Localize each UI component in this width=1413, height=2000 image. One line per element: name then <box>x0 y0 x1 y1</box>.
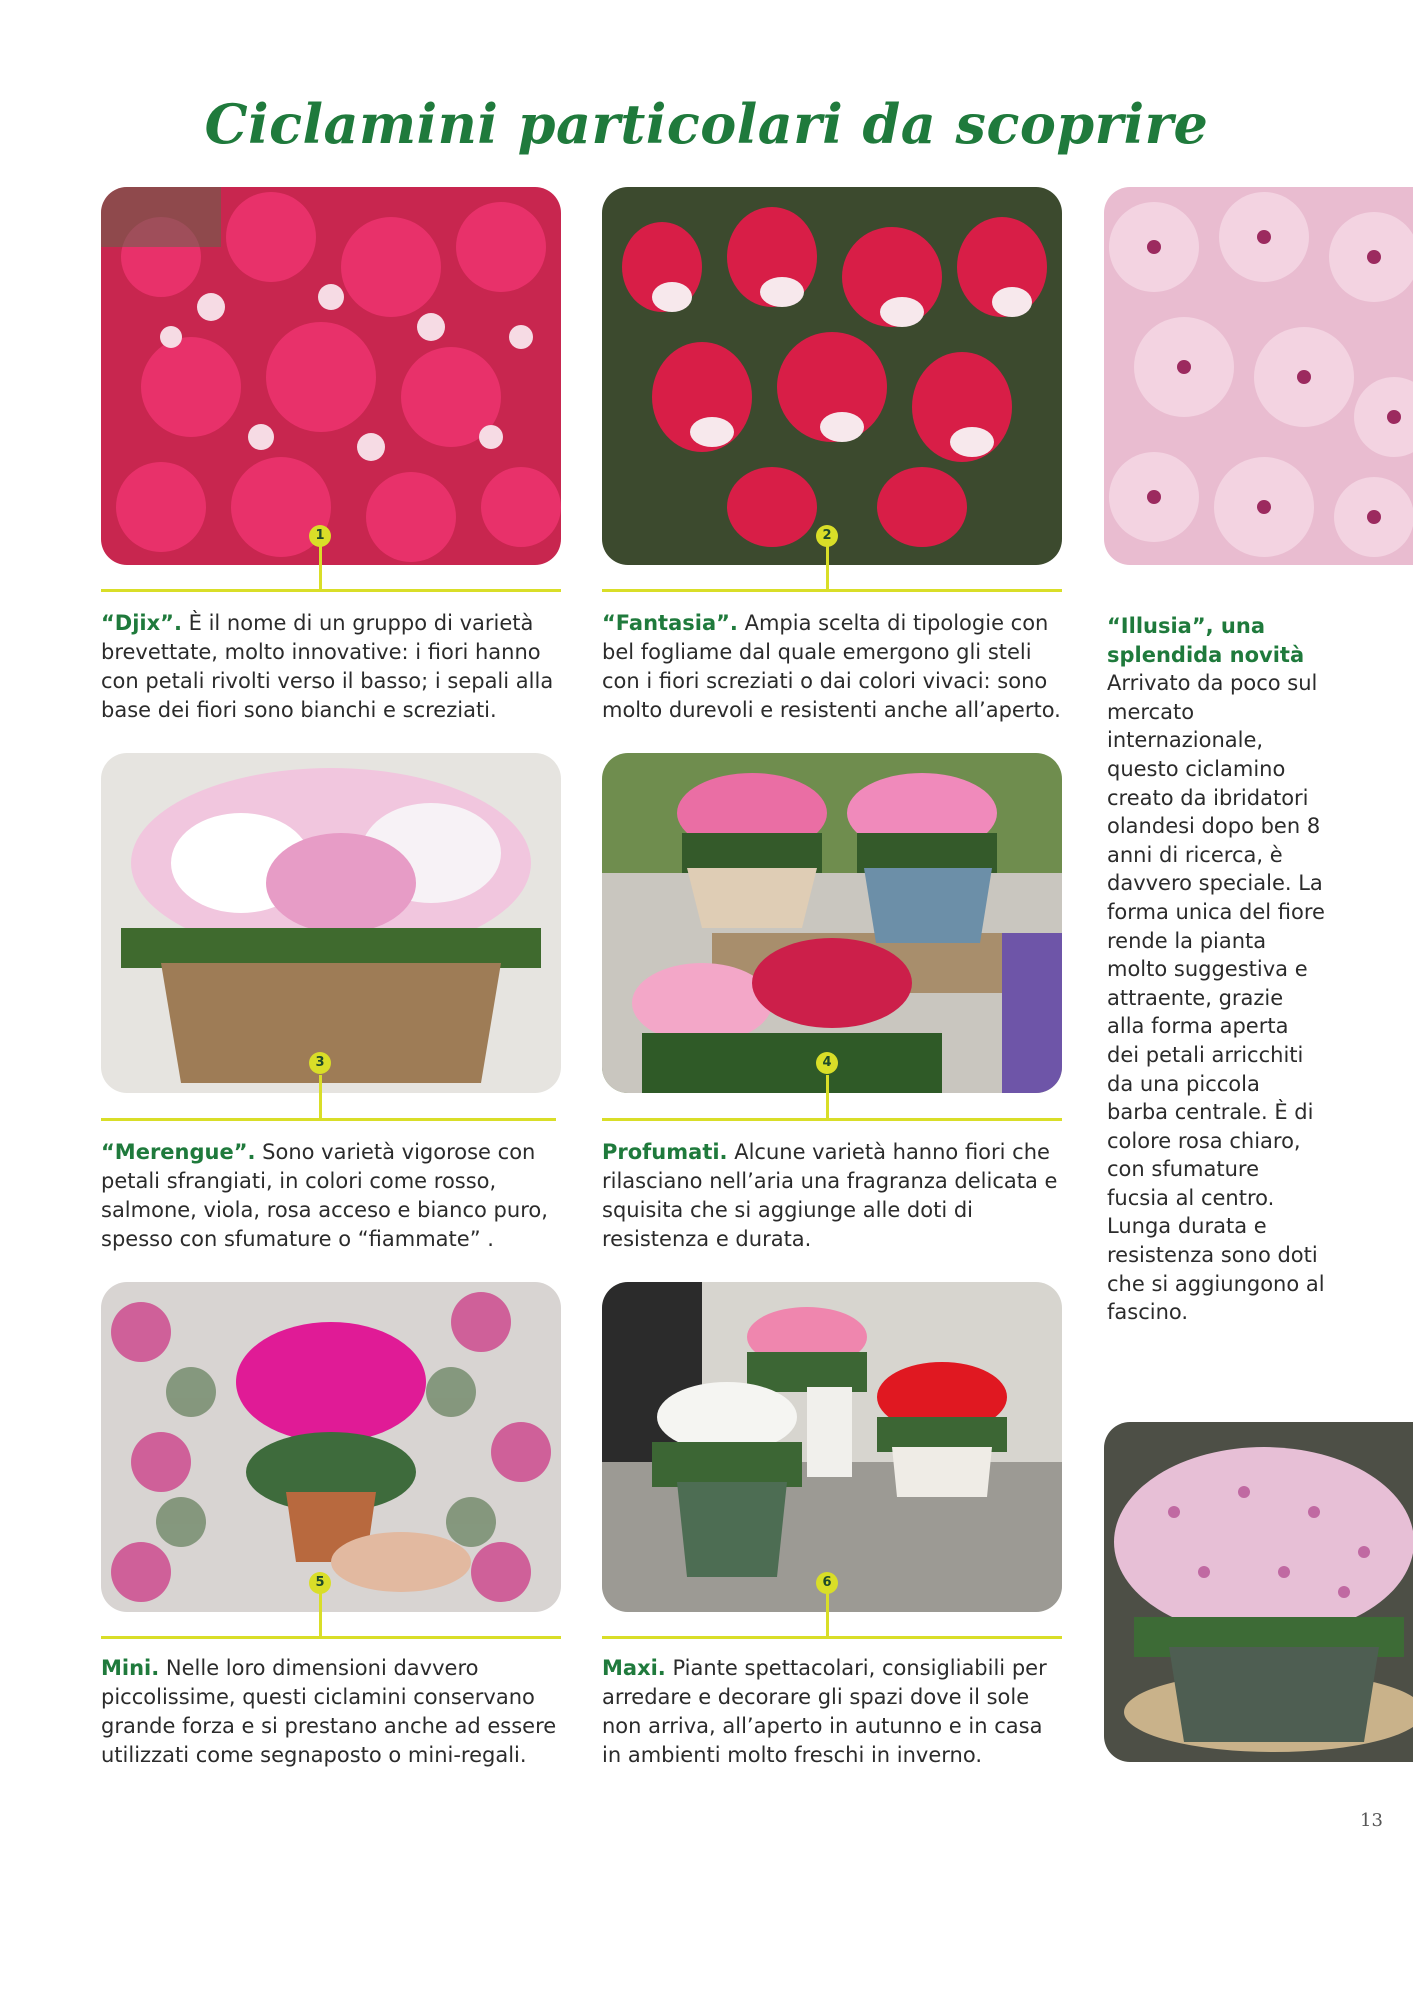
caption-mini <box>101 1654 561 1770</box>
photo-profumati <box>602 753 1062 1093</box>
photo-djix <box>101 187 561 565</box>
caption-merengue <box>101 1138 561 1254</box>
page-title: Ciclamini particolari da scoprire <box>204 92 1209 156</box>
leader-line-1 <box>319 540 322 590</box>
caption-fantasia <box>602 609 1062 725</box>
photo-fantasia <box>602 187 1062 565</box>
caption-lead: “Merengue”. <box>101 1140 256 1164</box>
badge-2: 2 <box>816 525 838 547</box>
divider-5 <box>101 1636 561 1639</box>
caption-lead: “Fantasia”. <box>602 611 738 635</box>
badge-5: 5 <box>309 1572 331 1594</box>
divider-1 <box>101 589 561 592</box>
badge-4: 4 <box>816 1052 838 1074</box>
caption-profumati <box>602 1138 1062 1254</box>
photo-illusia-closeup <box>1104 187 1413 565</box>
caption-text: Alcune varietà hanno fiori che rilasciano nell’aria una fragranza delicata e squisita che si aggiunge alle doti di resistenza e durata. <box>602 1140 1058 1251</box>
photo-merengue <box>101 753 561 1093</box>
photo-illusia-pot <box>1104 1422 1413 1762</box>
caption-lead: Mini. <box>101 1656 160 1680</box>
caption-text: Nelle loro dimensioni davvero piccolissime, questi ciclamini conservano grande forza e si prestano anche ad essere utilizzati come segnaposto o mini-regali. <box>101 1656 557 1767</box>
caption-maxi <box>602 1654 1062 1770</box>
photo-maxi <box>602 1282 1062 1612</box>
sidebar-body: Arrivato da poco sul mercato internazionale, questo ciclamino creato da ibridatori olandesi dopo ben 8 anni di ricerca, è davvero speciale. La forma unica del fiore rende la pianta molto suggestiva e attraente, grazie alla forma aperta dei petali arricchiti da una piccola barba centrale. È di colore rosa chiaro, con sfumature fucsia al centro. Lunga durata e resistenza sono doti che si aggiungono al fascino. <box>1107 671 1325 1325</box>
caption-text: È il nome di un gruppo di varietà brevettate, molto innovative: i fiori hanno con petali rivolti verso il basso; i sepali alla base dei fiori sono bianchi e screziati. <box>101 611 554 722</box>
caption-text: Piante spettacolari, consigliabili per arredare e decorare gli spazi dove il sole non arriva, all’aperto in autunno e in casa in ambienti molto freschi in inverno. <box>602 1656 1047 1767</box>
leader-line-4 <box>826 1075 829 1120</box>
divider-3 <box>101 1118 556 1121</box>
caption-lead: Maxi. <box>602 1656 666 1680</box>
divider-4 <box>602 1118 1062 1121</box>
divider-6 <box>602 1636 1062 1639</box>
caption-text: Sono varietà vigorose con petali sfrangiati, in colori come rosso, salmone, viola, rosa acceso e bianco puro, spesso con sfumature o “fiammate” . <box>101 1140 548 1251</box>
caption-lead: Profumati. <box>602 1140 728 1164</box>
leader-line-2 <box>826 540 829 590</box>
illusia-sidebar <box>1107 612 1327 1327</box>
divider-2 <box>602 589 1062 592</box>
caption-lead: “Djix”. <box>101 611 182 635</box>
badge-1: 1 <box>309 525 331 547</box>
leader-line-6 <box>826 1590 829 1638</box>
leader-line-3 <box>319 1075 322 1120</box>
caption-text: Ampia scelta di tipologie con bel fogliame dal quale emergono gli steli con i fiori screziati o dai colori vivaci: sono molto durevoli e resistenti anche all’aperto. <box>602 611 1061 722</box>
badge-3: 3 <box>309 1052 331 1074</box>
page-number: 13 <box>1360 1810 1383 1831</box>
sidebar-heading: “Illusia”, una splendida novità <box>1107 614 1305 667</box>
caption-djix <box>101 609 561 725</box>
leader-line-5 <box>319 1590 322 1638</box>
badge-6: 6 <box>816 1572 838 1594</box>
photo-mini <box>101 1282 561 1612</box>
